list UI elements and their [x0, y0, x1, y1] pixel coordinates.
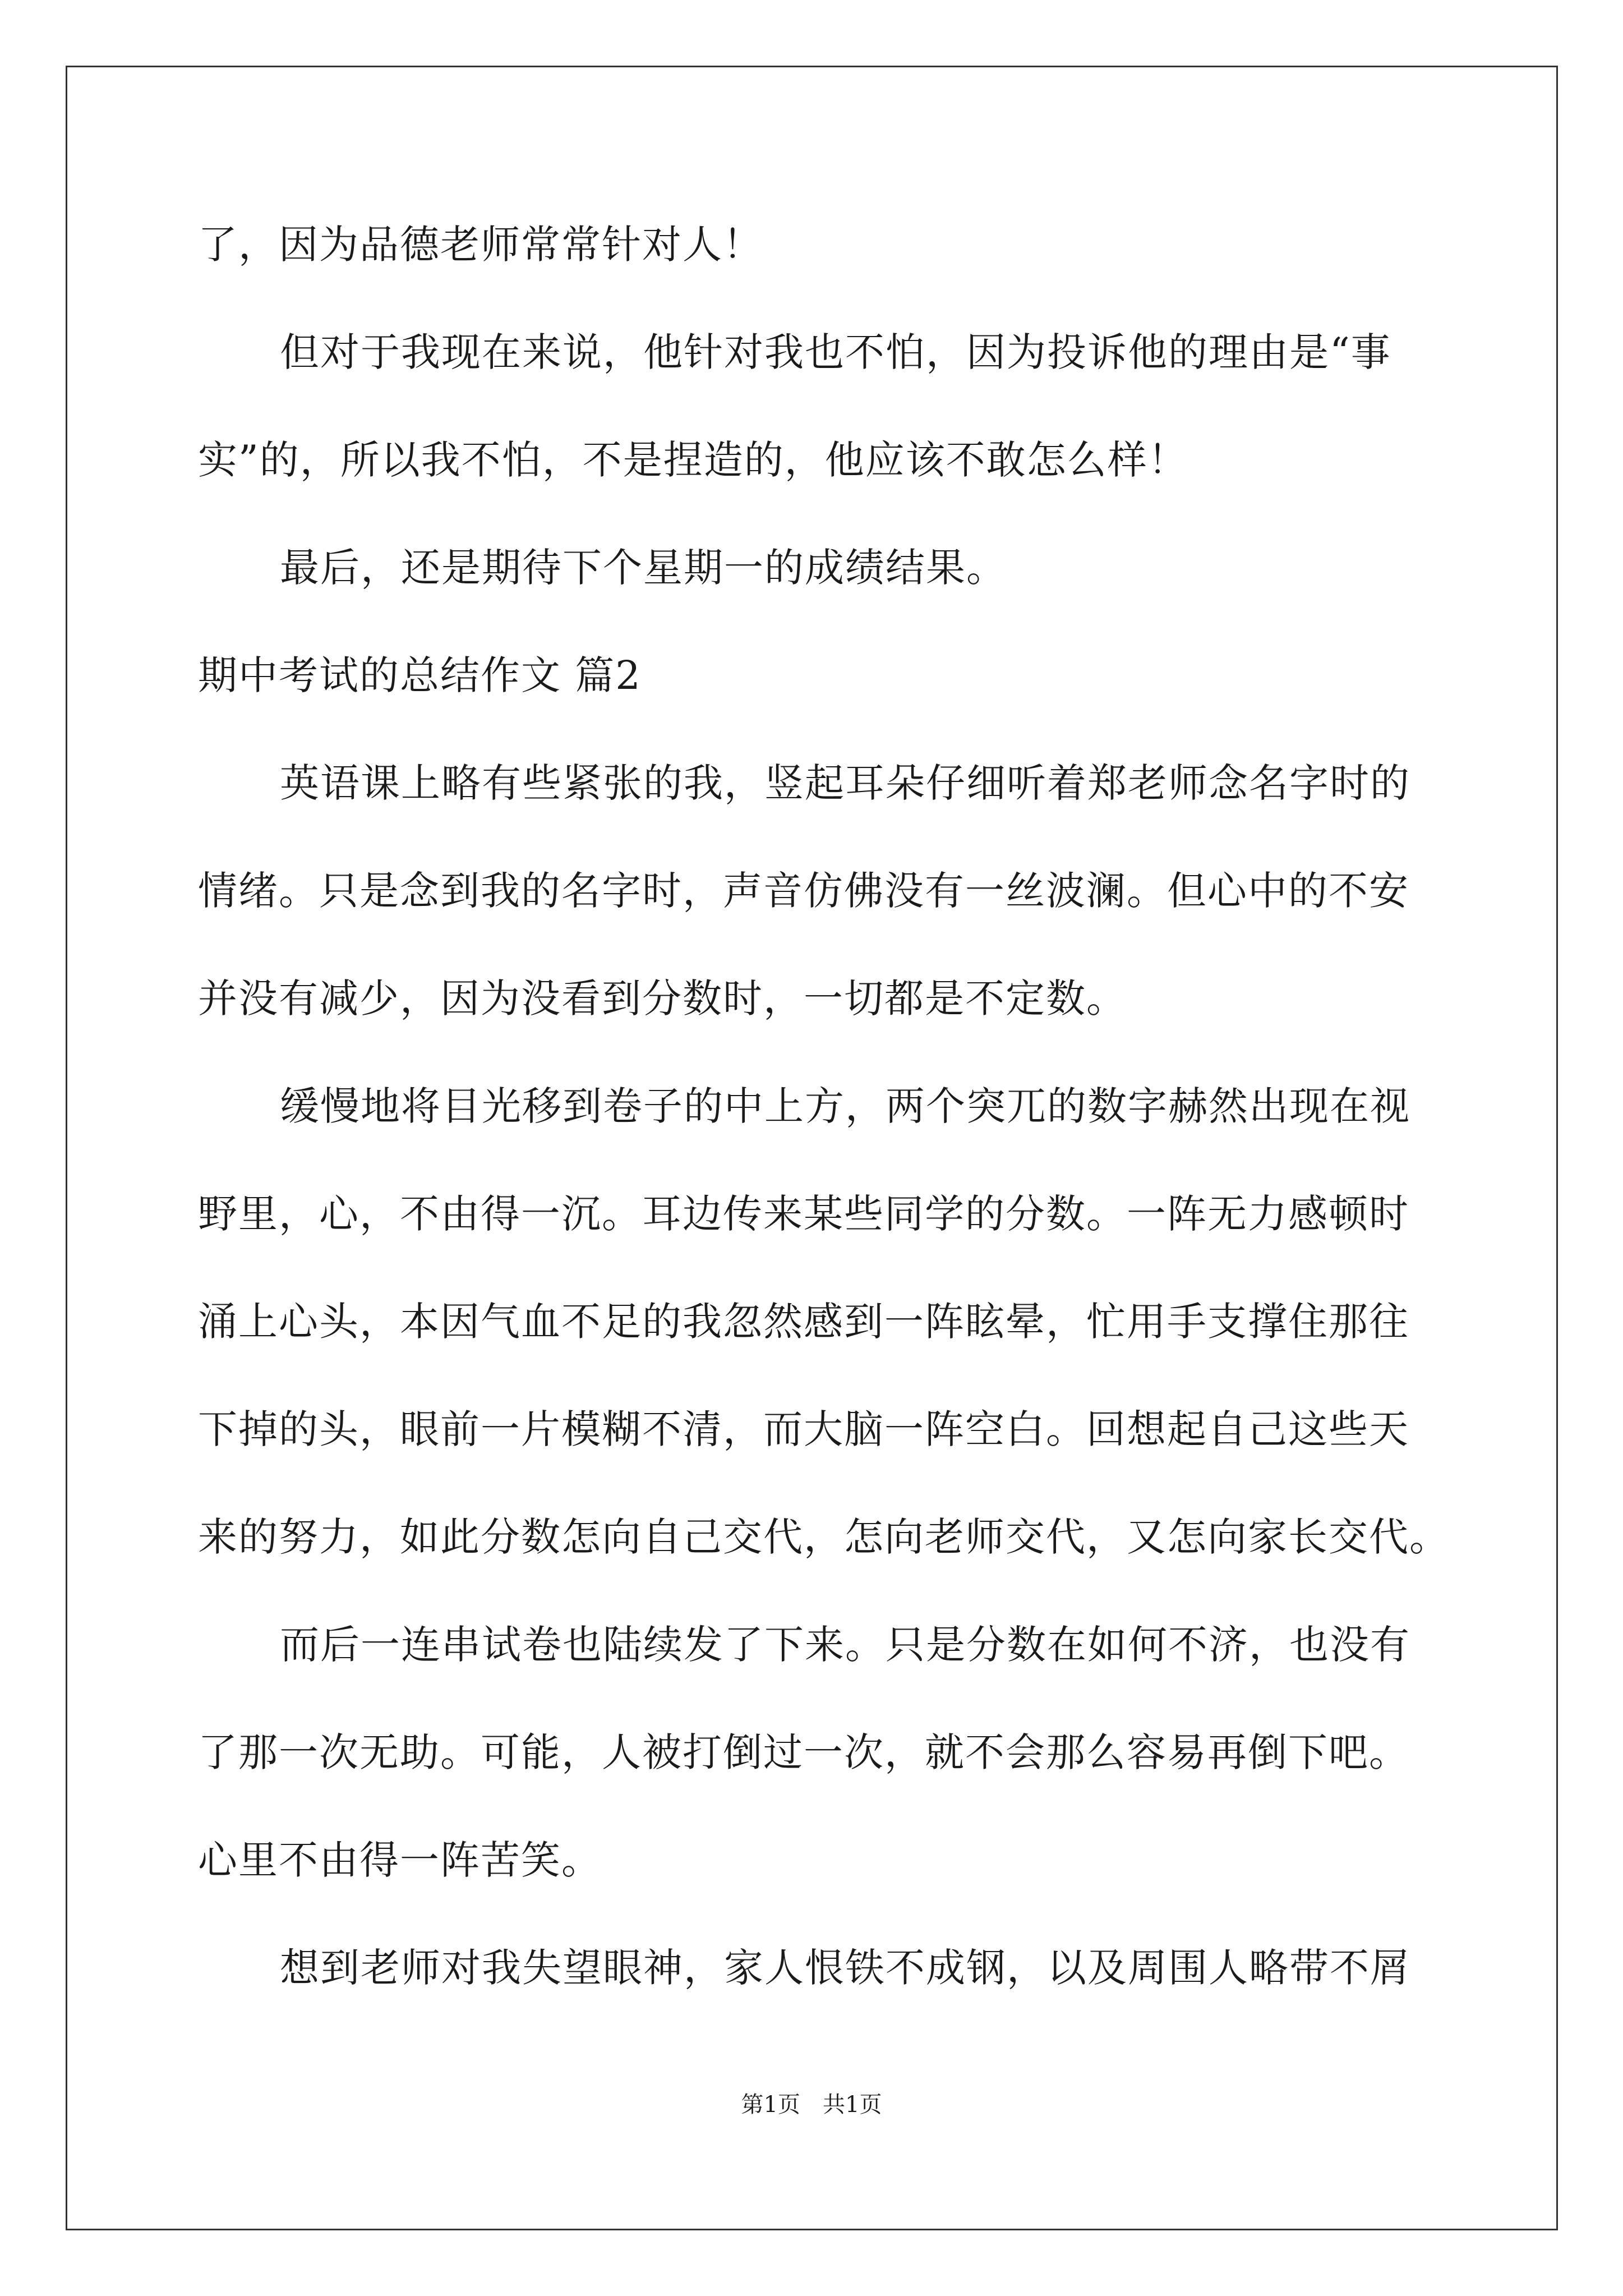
- text-line: 情绪。只是念到我的名字时，声音仿佛没有一丝波澜。但心中的不安: [198, 868, 1409, 914]
- document-body: [198, 191, 1450, 2022]
- text-line: 实”的，所以我不怕，不是捏造的，他应该不敢怎么样！: [198, 437, 1188, 483]
- page-number-total: 共1页: [823, 2092, 882, 2118]
- text-line: 野里，心，不由得一沉。耳边传来某些同学的分数。一阵无力感顿时: [198, 1191, 1409, 1237]
- text-line: 来的努力，如此分数怎向自己交代，怎向老师交代，又怎向家长交代。: [198, 1514, 1450, 1560]
- page-number-current: 第1页: [741, 2092, 800, 2118]
- text-line: 心里不由得一阵苦笑。: [198, 1837, 602, 1883]
- text-line: 了，因为品德老师常常针对人！: [198, 222, 763, 268]
- text-line: 最后，还是期待下个星期一的成绩结果。: [280, 545, 1007, 591]
- text-line: 涌上心头，本因气血不足的我忽然感到一阵眩晕，忙用手支撑住那往: [198, 1299, 1409, 1345]
- page-footer: [0, 2087, 1623, 2119]
- text-line: 英语课上略有些紧张的我，竖起耳朵仔细听着郑老师念名字时的: [280, 760, 1410, 806]
- text-line: 想到老师对我失望眼神，家人恨铁不成钢，以及周围人略带不屑: [280, 1945, 1410, 1991]
- text-line: 但对于我现在来说，他针对我也不怕，因为投诉他的理由是“事: [280, 329, 1391, 375]
- text-line: 了那一次无助。可能，人被打倒过一次，就不会那么容易再倒下吧。: [198, 1729, 1409, 1775]
- text-line: 并没有减少，因为没看到分数时，一切都是不定数。: [198, 976, 1127, 1022]
- text-line: 下掉的头，眼前一片模糊不清，而大脑一阵空白。回想起自己这些天: [198, 1406, 1409, 1452]
- text-line: 而后一连串试卷也陆续发了下来。只是分数在如何不济，也没有: [280, 1622, 1410, 1668]
- text-line: 缓慢地将目光移到卷子的中上方，两个突兀的数字赫然出现在视: [280, 1083, 1410, 1129]
- section-heading: 期中考试的总结作文 篇2: [198, 652, 642, 698]
